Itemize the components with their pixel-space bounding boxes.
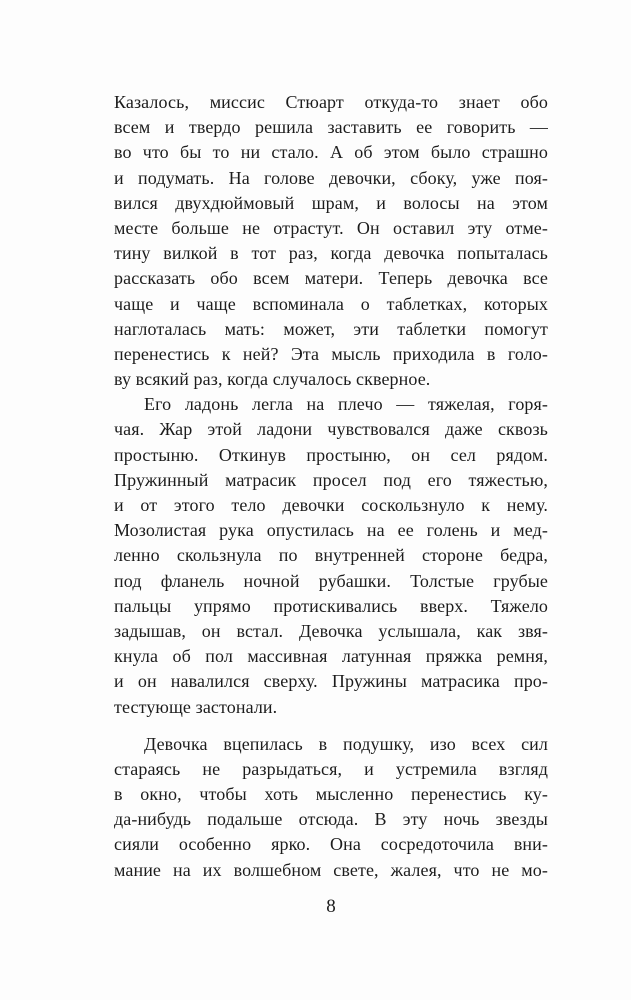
- text-line: и он навалился сверху. Пружины матрасика про-: [114, 671, 548, 692]
- text-line: ву всякий раз, когда случалось скверное.: [114, 369, 431, 390]
- text-line: стараясь не разрыдаться, и устремила взгляд: [114, 758, 548, 779]
- text-line: тину вилкой в тот раз, когда девочка попыталась: [114, 243, 548, 264]
- paragraph: [114, 90, 548, 392]
- text-line: Девочка вцепилась в подушку, изо всех сил: [144, 733, 548, 754]
- text-line: и подумать. На голове девочки, сбоку, уже поя-: [114, 167, 548, 188]
- text-line: перенестись к ней? Эта мысль приходила в голо-: [114, 343, 548, 364]
- text-line: и от этого тело девочки соскользнуло к нему.: [114, 495, 548, 515]
- text-line: Его ладонь легла на плечо — тяжелая, горя-: [144, 394, 548, 415]
- text-line: Пружинный матрасик просел под его тяжестью,: [114, 469, 548, 490]
- paragraph: [114, 392, 548, 719]
- text-line: чаще и чаще вспоминала о таблетках, которых: [114, 293, 548, 314]
- text-line: мание на их волшебном свете, жалея, что не мо-: [114, 859, 548, 880]
- text-line: кнула об пол массивная латунная пряжка ремня,: [114, 646, 548, 667]
- text-line: сияли особенно ярко. Она сосредоточила вни-: [114, 834, 548, 855]
- text-line: вился двухдюймовый шрам, и волосы на этом: [114, 192, 548, 213]
- text-line: задышав, он встал. Девочка услышала, как звя-: [114, 620, 548, 641]
- text-line: в окно, чтобы хоть мысленно перенестись ку-: [114, 784, 548, 805]
- text-line: наглоталась мать: может, эти таблетки помогут: [114, 318, 548, 339]
- text-line: Мозолистая рука опустилась на ее голень и мед-: [114, 520, 548, 541]
- text-line: чая. Жар этой ладони чувствовался даже сквозь: [114, 419, 548, 440]
- text-line: ленно скользнула по внутренней стороне бедра,: [114, 545, 548, 566]
- text-line: во что бы то ни стало. А об этом было страшно: [114, 142, 548, 163]
- page-number: 8: [326, 896, 336, 917]
- text-line: рассказать обо всем матери. Теперь девочка все: [114, 268, 548, 289]
- text-line: месте больше не отрастут. Он оставил эту отме-: [114, 217, 548, 238]
- paragraph: [114, 732, 548, 883]
- page-text-block: [114, 90, 548, 883]
- text-line: да-нибудь подальше отсюда. В эту ночь звезды: [114, 809, 548, 830]
- text-line: тестующе застонали.: [114, 696, 278, 717]
- text-line: пальцы упрямо протискивались вверх. Тяжело: [114, 595, 548, 616]
- text-line: Казалось, миссис Стюарт откуда-то знает обо: [114, 92, 548, 112]
- text-line: всем и твердо решила заставить ее говорить —: [114, 117, 548, 138]
- text-line: простыню. Откинув простыню, он сел рядом.: [114, 444, 548, 465]
- text-line: под фланель ночной рубашки. Толстые грубые: [114, 570, 548, 591]
